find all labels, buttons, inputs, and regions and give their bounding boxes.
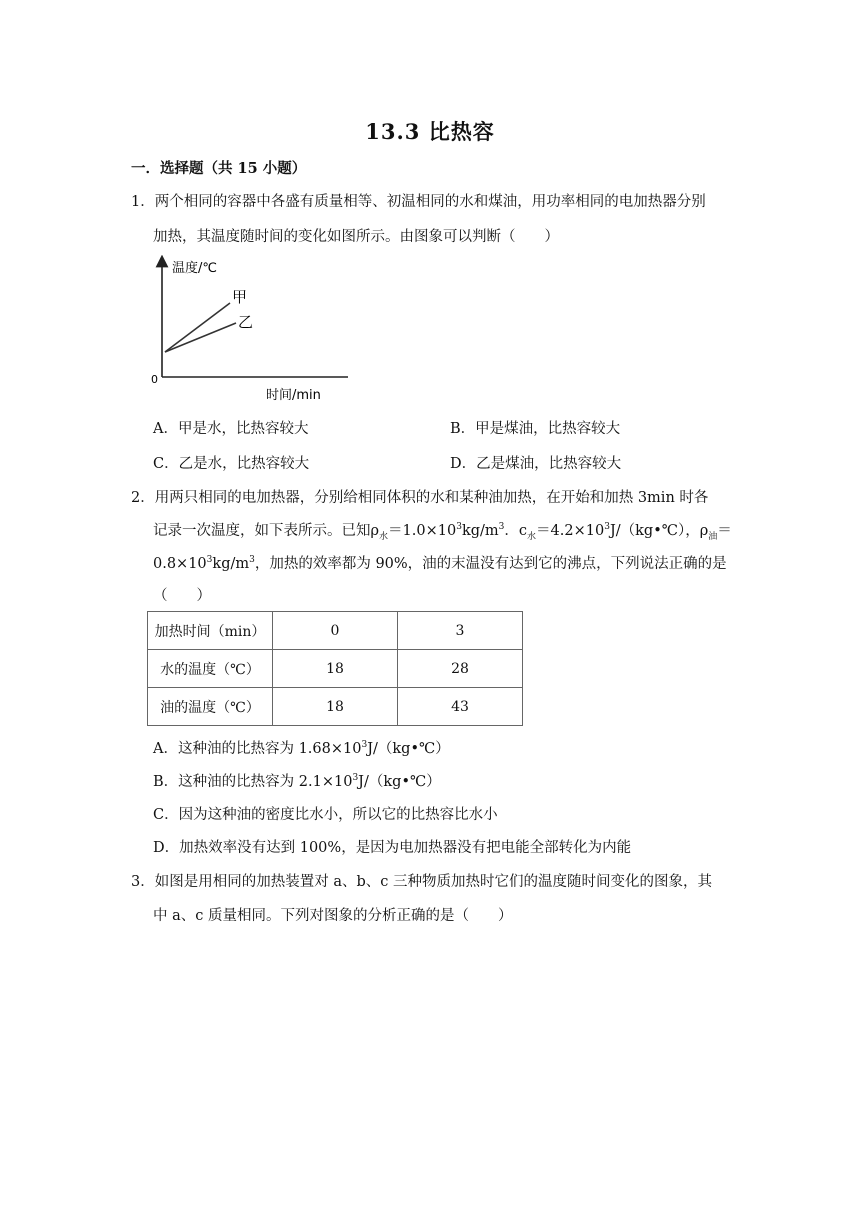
table-cell: 43 (398, 688, 523, 726)
q2-option-b: B．这种油的比热容为 $2.1\times 10^3J/(kg•℃)$ (153, 773, 441, 790)
q1-option-d: D．乙是煤油，比热容较大 (450, 456, 622, 472)
q1-option-c: C．乙是水，比热容较大 (153, 456, 310, 472)
table-cell: 28 (398, 650, 523, 688)
q2-line-4: （ ） (153, 588, 211, 604)
q2-option-c: C．因为这种油的密度比水小，所以它的比热容比水小 (153, 807, 498, 823)
table-row (148, 650, 523, 688)
q2-data-table (147, 611, 523, 726)
q3-line-2: 中 a、c 质量相同。下列对图象的分析正确的是（ ） (153, 908, 513, 924)
table-cell: 油的温度（℃） (148, 688, 273, 726)
q2-option-d: D．加热效率没有达到 100%，是因为电加热器没有把电能全部转化为内能 (153, 840, 632, 856)
table-cell: 18 (273, 650, 398, 688)
table-cell: 18 (273, 688, 398, 726)
q2-line-2: 记录一次温度，如下表所示。已知$\rho_水=1.0\times 10^3kg/m^3$．$c_水=4.2\times 10^3J/(kg•℃)$，$\rho_油=$ (153, 522, 732, 542)
origin-label: 0 (151, 373, 158, 386)
series-label-yi: 乙 (238, 313, 254, 331)
y-axis-label: 温度/℃ (172, 261, 217, 276)
q1-line-2: 加热，其温度随时间的变化如图所示。由图象可以判断（ ） (153, 229, 559, 245)
q2-line-1: 2．用两只相同的电加热器，分别给相同体积的水和某种油加热，在开始和加热 3min 时各 (131, 490, 709, 506)
q3-line-1: 3．如图是用相同的加热装置对 a、b、c 三种物质加热时它们的温度随时间变化的图象，其 (131, 874, 712, 890)
section-heading: 一．选择题（共 15 小题） (131, 160, 307, 177)
q1-option-b: B．甲是煤油，比热容较大 (450, 421, 621, 437)
table-cell: 3 (398, 612, 523, 650)
q1-temperature-graph (148, 255, 358, 405)
series-line-yi (165, 323, 236, 352)
series-line-jia (165, 303, 230, 352)
page-title: 13.3 比热容 (365, 119, 495, 144)
table-row (148, 688, 523, 726)
q2-line-3: $0.8\times 10^3kg/m^3$，加热的效率都为 90%，油的末温没有达到它的沸点，下列说法正确的是 (153, 555, 727, 572)
q1-option-a: A．甲是水，比热容较大 (153, 421, 309, 437)
table-row (148, 612, 523, 650)
q1-line-1: 1．两个相同的容器中各盛有质量相等、初温相同的水和煤油，用功率相同的电加热器分别 (131, 194, 706, 210)
q2-option-a: A．这种油的比热容为 $1.68\times 10^3J/(kg•℃)$ (153, 740, 450, 757)
x-axis-label: 时间/min (266, 388, 321, 403)
table-cell: 加热时间（min） (148, 612, 273, 650)
series-label-jia: 甲 (232, 288, 248, 306)
table-cell: 水的温度（℃） (148, 650, 273, 688)
table-cell: 0 (273, 612, 398, 650)
